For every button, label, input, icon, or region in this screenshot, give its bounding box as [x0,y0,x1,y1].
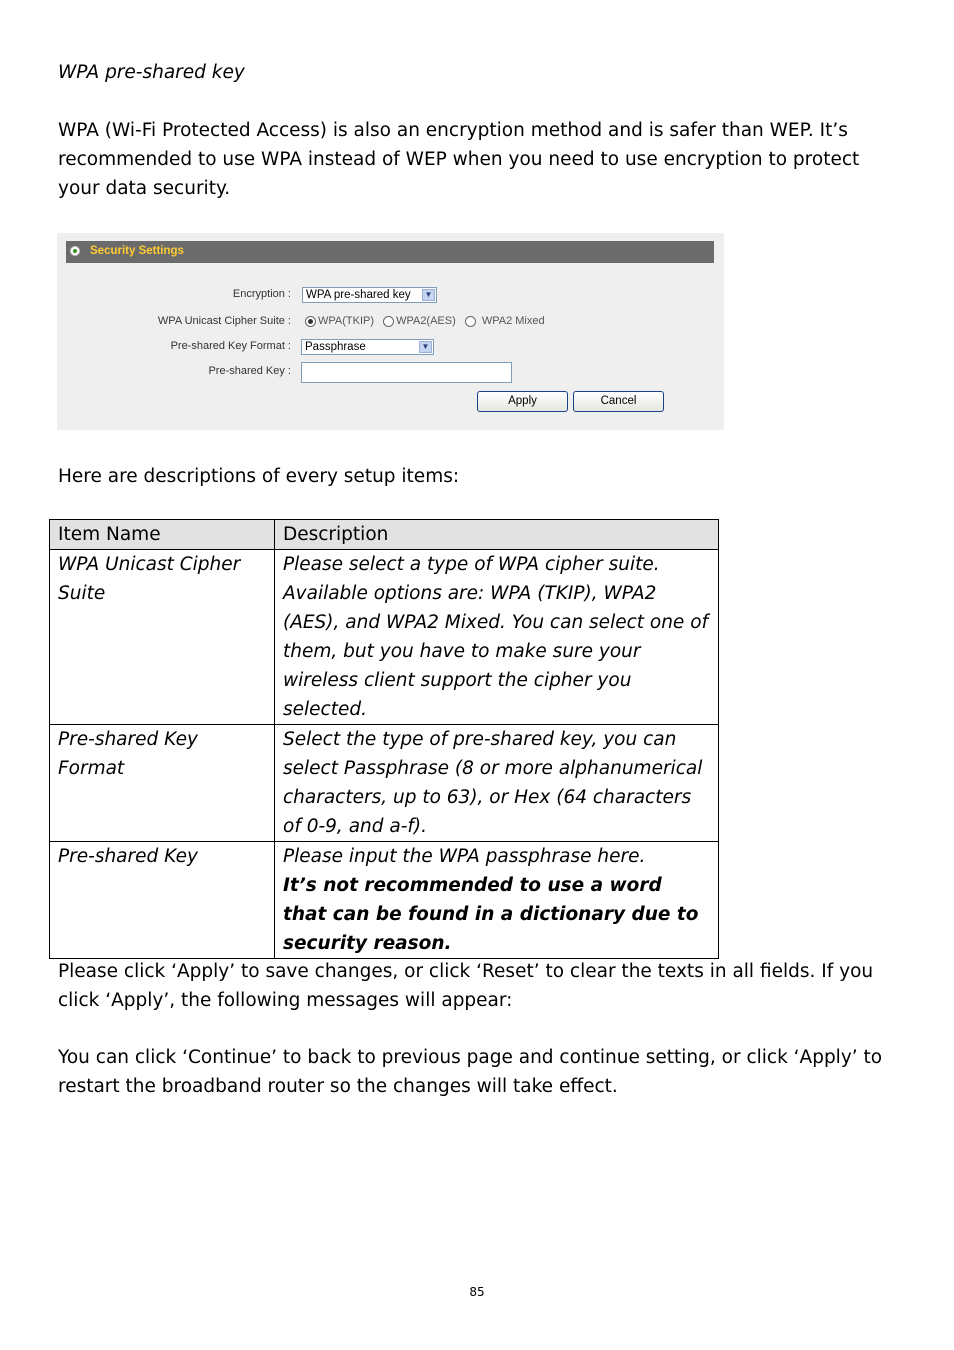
intro-paragraph: WPA (Wi-Fi Protected Access) is also an encryption method and is safer than WEP. It’s recommended to use WPA instead of WEP when you need to use encryption to protect your data security. [58,120,860,199]
security-settings-panel [57,233,724,430]
table-cell-description [275,842,719,959]
table-row [50,725,719,842]
chevron-down-icon[interactable]: ▼ [422,289,435,301]
table-header-item-name: Item Name [50,520,275,550]
description-warning: It’s not recommended to use a word that can be found in a dictionary due to security reason. [283,875,699,954]
apply-note-paragraph: Please click ‘Apply’ to save changes, or click ‘Reset’ to clear the texts in all fields. If you click ‘Apply’, the following messages will appear: [58,961,874,1011]
continue-note-paragraph: You can click ‘Continue’ to back to previous page and continue setting, or click ‘Apply’ to restart the broadband router so the changes will take effect. [58,1047,883,1097]
page-number: 85 [469,1285,485,1299]
description-text: Please input the WPA passphrase here. [283,846,646,867]
encryption-select-value: WPA pre-shared key [306,289,411,301]
pre-shared-key-label: Pre-shared Key : [208,365,291,377]
key-format-select-value: Passphrase [305,341,366,353]
table-cell-item-name: WPA Unicast Cipher Suite [50,550,275,725]
key-format-label: Pre-shared Key Format : [170,340,291,352]
cipher-option-mixed[interactable] [465,315,545,327]
table-row [50,842,719,959]
table-cell-item-name: Pre-shared Key Format [50,725,275,842]
cipher-suite-label: WPA Unicast Cipher Suite : [157,315,291,327]
radio-checked-icon[interactable] [305,316,316,327]
cipher-option-label: WPA(TKIP) [318,315,375,327]
panel-header [66,241,714,263]
cipher-option-tkip[interactable] [305,315,374,327]
encryption-select[interactable] [302,287,437,303]
table-header-description: Description [275,520,719,550]
header-bullet-icon [70,246,80,256]
cipher-option-label: WPA2(AES) [396,315,456,327]
table-header-row [50,520,719,550]
cipher-option-aes[interactable] [383,315,456,327]
cipher-suite-radio-group [305,315,551,330]
table-row [50,550,719,725]
radio-unchecked-icon[interactable] [465,316,476,327]
table-cell-description: Select the type of pre-shared key, you can select Passphrase (8 or more alphanumerical characters, up to 63), or Hex (64 characters of 0-9, and a-f). [275,725,719,842]
chevron-down-icon[interactable]: ▼ [419,341,432,353]
table-cell-item-name: Pre-shared Key [50,842,275,959]
section-heading: WPA pre-shared key [58,62,245,83]
key-format-select[interactable] [301,339,434,355]
encryption-label: Encryption : [232,288,291,300]
table-cell-description: Please select a type of WPA cipher suite. Available options are: WPA (TKIP), WPA2 (AES), and WPA2 Mixed. You can select one of them, but you have to make sure your wireless client support the cipher you selected. [275,550,719,725]
pre-shared-key-input[interactable] [301,362,512,383]
description-table [49,519,719,959]
cancel-button[interactable]: Cancel [573,391,664,412]
apply-button[interactable]: Apply [477,391,568,412]
panel-title: Security Settings [90,245,184,257]
cipher-option-label: WPA2 Mixed [481,315,545,327]
descriptions-intro: Here are descriptions of every setup items: [58,466,460,487]
radio-unchecked-icon[interactable] [383,316,394,327]
